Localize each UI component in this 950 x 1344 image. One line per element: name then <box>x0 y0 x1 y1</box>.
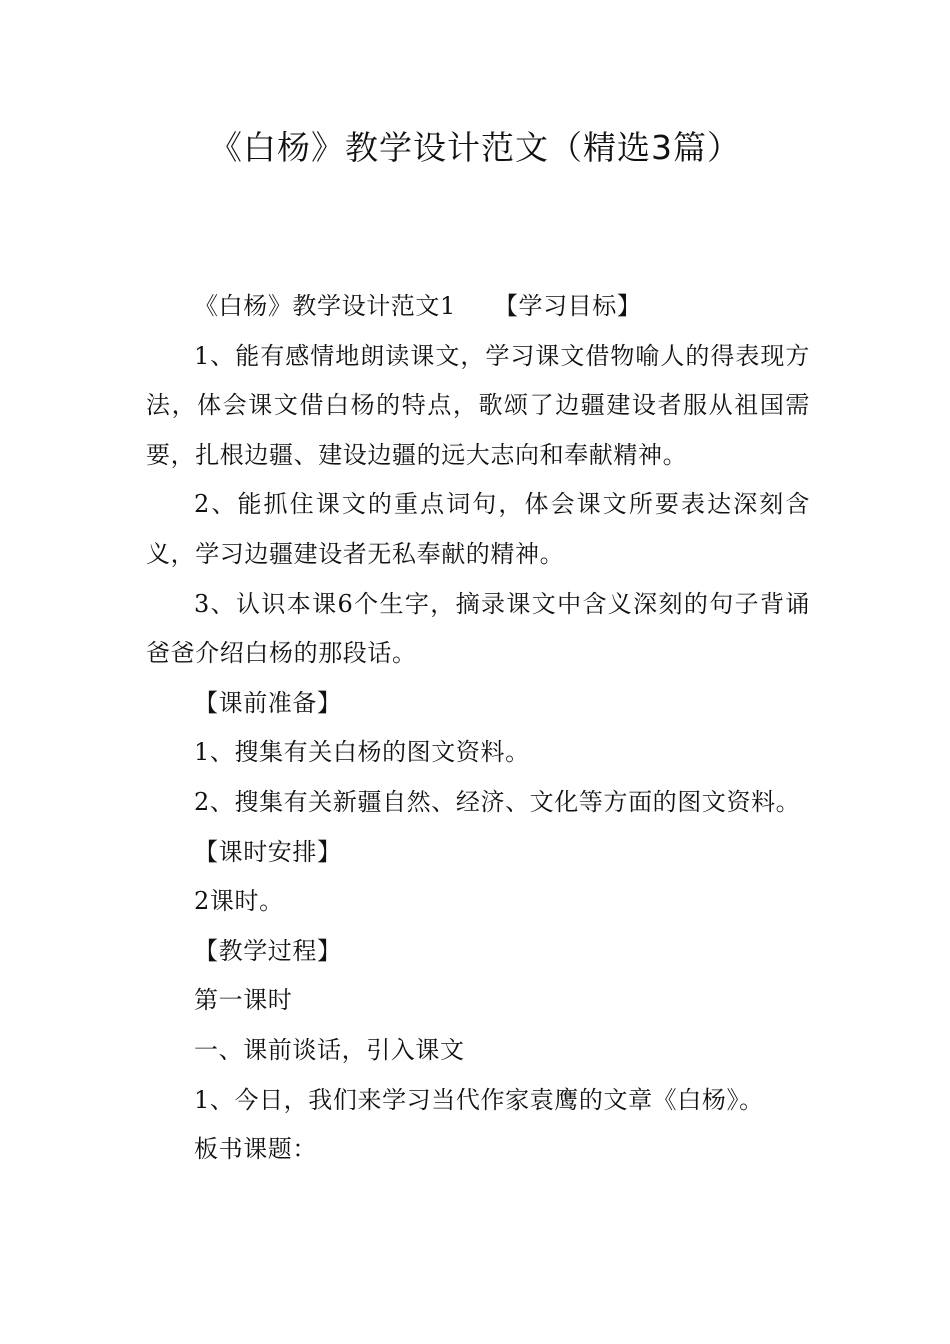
article-heading: 《白杨》教学设计范文1 <box>194 292 456 320</box>
paragraph-objective-2: 2、能抓住课文的重点词句，体会课文所要表达深刻含义，学习边疆建设者无私奉献的精神。 <box>146 490 810 568</box>
paragraph-intro-heading: 一、课前谈话，引入课文 <box>194 1035 465 1064</box>
section-heading-preparation: 【课前准备】 <box>194 688 342 717</box>
article-heading-line <box>146 282 810 332</box>
paragraph-intro-1: 1、今日，我们来学习当代作家袁鹰的文章《白杨》。 <box>194 1085 764 1114</box>
paragraph-schedule: 2课时。 <box>194 887 284 916</box>
document-title: 《白杨》教学设计范文（精选3篇） <box>209 128 741 167</box>
paragraph-board-title: 板书课题： <box>194 1135 317 1164</box>
section-heading-schedule: 【课时安排】 <box>194 837 342 866</box>
paragraph-preparation-2: 2、搜集有关新疆自然、经济、文化等方面的图文资料。 <box>194 787 801 816</box>
paragraph-preparation-1: 1、搜集有关白杨的图文资料。 <box>194 738 530 767</box>
document-body <box>146 282 810 1175</box>
section-heading-objectives: 【学习目标】 <box>493 292 642 320</box>
paragraph-objective-1: 1、能有感情地朗读课文，学习课文借物喻人的得表现方法，体会课文借白杨的特点，歌颂了边疆建设者服从祖国需要，扎根边疆、建设边疆的远大志向和奉献精神。 <box>146 341 810 469</box>
section-heading-process: 【教学过程】 <box>194 936 342 965</box>
paragraph-objective-3: 3、认识本课6个生字，摘录课文中含义深刻的句子背诵爸爸介绍白杨的那段话。 <box>146 589 810 668</box>
paragraph-first-lesson: 第一课时 <box>194 986 293 1015</box>
